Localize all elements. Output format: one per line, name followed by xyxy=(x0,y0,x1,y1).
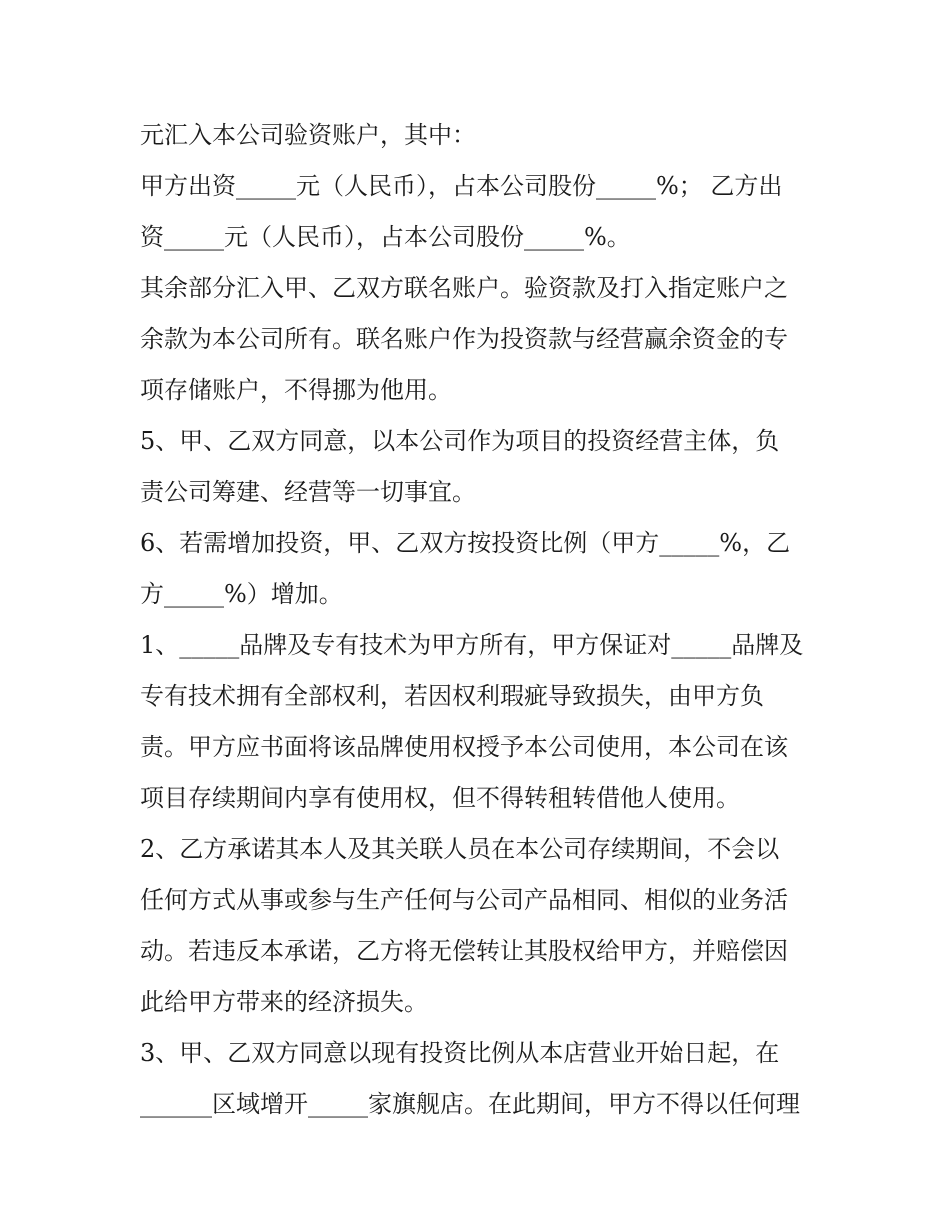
text-line: 项存储账户，不得挪为他用。 xyxy=(140,376,452,404)
text-line: 3、甲、乙双方同意以现有投资比例从本店营业开始日起，在 xyxy=(140,1039,780,1067)
text-line: 6、若需增加投资，甲、乙双方按投资比例（甲方_____%，乙 xyxy=(140,529,791,557)
text-line: 2、乙方承诺其本人及其关联人员在本公司存续期间，不会以 xyxy=(140,835,780,863)
text-line: 甲方出资_____元（人民币），占本公司股份_____%； 乙方出 xyxy=(140,172,783,200)
text-line: 责。甲方应书面将该品牌使用权授予本公司使用，本公司在该 xyxy=(140,733,788,761)
text-line: 动。若违反本承诺，乙方将无偿转让其股权给甲方，并赔偿因 xyxy=(140,937,788,965)
text-line: ______区域增开_____家旗舰店。在此期间，甲方不得以任何理 xyxy=(140,1090,800,1118)
text-line: 5、甲、乙双方同意，以本公司作为项目的投资经营主体，负 xyxy=(140,427,780,455)
text-line: 任何方式从事或参与生产任何与公司产品相同、相似的业务活 xyxy=(140,886,788,914)
text-line: 余款为本公司所有。联名账户作为投资款与经营赢余资金的专 xyxy=(140,325,788,353)
text-line: 1、_____品牌及专有技术为甲方所有，甲方保证对_____品牌及 xyxy=(140,631,804,659)
text-line: 此给甲方带来的经济损失。 xyxy=(140,988,428,1016)
text-line: 元汇入本公司验资账户，其中： xyxy=(140,121,476,149)
text-line: 方_____%）增加。 xyxy=(140,580,343,608)
text-line: 资_____元（人民币），占本公司股份_____%。 xyxy=(140,223,631,251)
text-line: 其余部分汇入甲、乙双方联名账户。验资款及打入指定账户之 xyxy=(140,274,788,302)
text-line: 专有技术拥有全部权利，若因权利瑕疵导致损失，由甲方负 xyxy=(140,682,764,710)
text-line: 项目存续期间内享有使用权，但不得转租转借他人使用。 xyxy=(140,784,740,812)
document-body xyxy=(140,110,820,1130)
text-line: 责公司筹建、经营等一切事宜。 xyxy=(140,478,476,506)
